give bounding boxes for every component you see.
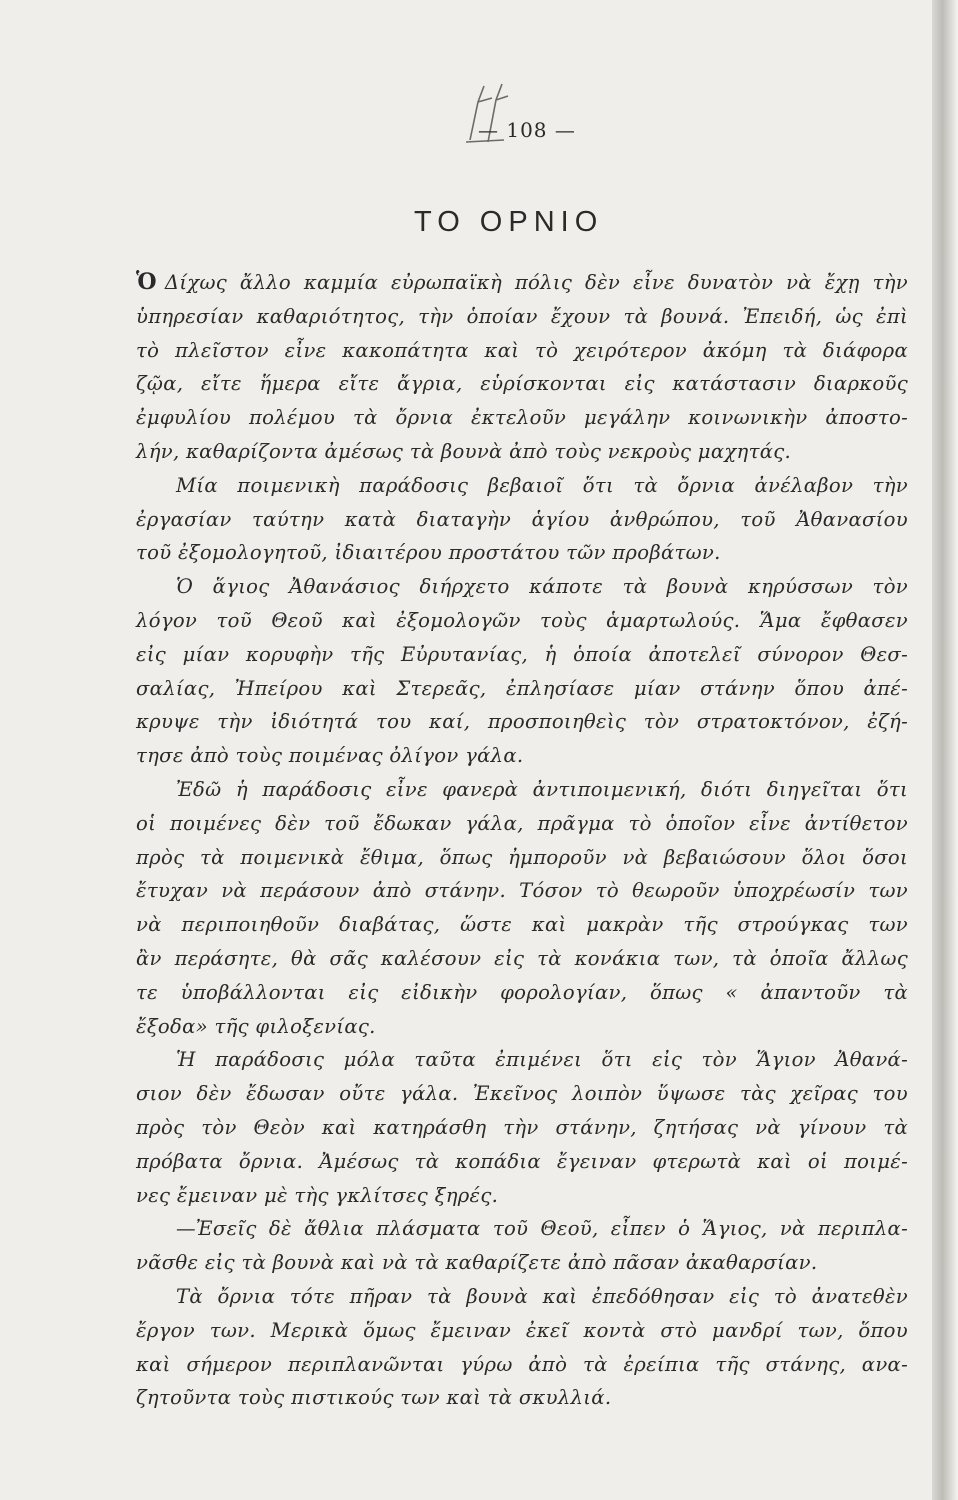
text-line: νᾶσθε εἰς τὰ βουνὰ καὶ νὰ τὰ καθαρίζετε ἀπὸ πᾶσαν ἀκαθαρσίαν.: [136, 1251, 818, 1275]
text-line: κρυψε τὴν ἰδιότητά του καί, προσποιηθεὶς τὸν στρατοκτόνον, ἐζή-: [136, 710, 908, 734]
chapter-title: ΤΟ ΟΡΝΙΟ: [414, 206, 604, 238]
text-line: ἐμφυλίου πολέμου τὰ ὄρνια ἐκτελοῦν μεγάλην κοινωνικὴν ἀποστο-: [136, 406, 908, 430]
text-line: οἱ ποιμένες δὲν τοῦ ἔδωκαν γάλα, πρᾶγμα τὸ ὁποῖον εἶνε ἀντίθετον: [136, 811, 908, 835]
text-line: πρὸς τὸν Θεὸν καὶ κατηράσθη τὴν στάνην, ζητήσας νὰ γίνουν τὰ: [136, 1115, 908, 1139]
text-line: ζητοῦντα τοὺς πιστικούς των καὶ τὰ σκυλλιά.: [136, 1386, 612, 1410]
text-line: νες ἔμειναν μὲ τὴς γκλίτσες ξηρές.: [136, 1183, 499, 1207]
drop-cap: Ὁ: [136, 269, 157, 295]
text-line: τὸ πλεῖστον εἶνε κακοπάτητα καὶ τὸ χειρότερον ἀκόμη τὰ διάφορα: [136, 338, 908, 362]
text-line: Ὁ ἅγιος Ἀθανάσιος διήρχετο κάποτε τὰ βουνὰ κηρύσσων τὸν: [176, 575, 908, 599]
text-line: Τὰ ὄρνια τότε πῆραν τὰ βουνὰ καὶ ἐπεδόθησαν εἰς τὸ ἀνατεθὲν: [176, 1284, 908, 1308]
text-line: λόγον τοῦ Θεοῦ καὶ ἐξομολογῶν τοὺς ἁμαρτωλούς. Ἅμα ἔφθασεν: [136, 608, 908, 632]
text-line: εἰς μίαν κορυφὴν τῆς Εὐρυτανίας, ἡ ὁποία ἀποτελεῖ σύνορον Θεσ-: [136, 642, 908, 666]
text-line: ἔτυχαν νὰ περάσουν ἀπὸ στάνην. Τόσον τὸ θεωροῦν ὑποχρέωσίν των: [136, 879, 908, 903]
text-line: τησε ἀπὸ τοὺς ποιμένας ὀλίγον γάλα.: [136, 744, 524, 768]
body-text: [136, 266, 908, 1415]
text-line: ἔξοδα» τῆς φιλοξενίας.: [136, 1014, 376, 1038]
text-line: καὶ σήμερον περιπλανῶνται γύρω ἀπὸ τὰ ἐρείπια τῆς στάνης, ανα-: [136, 1352, 908, 1376]
page-number: — 108 —: [478, 118, 576, 142]
text-line: Μία ποιμενικὴ παράδοσις βεβαιοῖ ὅτι τὰ ὄρνια ἀνέλαβον τὴν: [176, 473, 908, 497]
text-line: πρὸς τὰ ποιμενικὰ ἔθιμα, ὅπως ἠμποροῦν νὰ βεβαιώσουν ὅλοι ὅσοι: [136, 845, 908, 869]
text-line: λήν, καθαρίζοντα ἀμέσως τὰ βουνὰ ἀπὸ τοὺς νεκροὺς μαχητάς.: [136, 439, 792, 463]
text-line: ζῷα, εἴτε ἥμερα εἴτε ἄγρια, εὑρίσκονται εἰς κατάστασιν διαρκοῦς: [136, 372, 908, 396]
text-line: τοῦ ἐξομολογητοῦ, ἰδιαιτέρου προστάτου τῶν προβάτων.: [136, 541, 721, 565]
text-line: —Ἐσεῖς δὲ ἄθλια πλάσματα τοῦ Θεοῦ, εἶπεν ὁ Ἅγιος, νὰ περιπλα-: [176, 1217, 908, 1241]
text-line: Ἐδῶ ἡ παράδοσις εἶνε φανερὰ ἀντιποιμενική, διότι διηγεῖται ὅτι: [176, 777, 908, 801]
text-line: Ὁ Δίχως ἄλλο καμμία εὐρωπαϊκὴ πόλις δὲν εἶνε δυνατὸν νὰ ἔχῃ τὴν: [136, 269, 908, 295]
text-line: ὑπηρεσίαν καθαριότητος, τὴν ὁποίαν ἔχουν τὰ βουνά. Ἐπειδή, ὡς ἐπὶ: [136, 304, 908, 328]
text-line: πρόβατα ὄρνια. Ἀμέσως τὰ κοπάδια ἔγειναν φτερωτὰ καὶ οἱ ποιμέ-: [136, 1149, 908, 1173]
text-line: νὰ περιποιηθοῦν διαβάτας, ὥστε καὶ μακρὰν τῆς στρούγκας των: [136, 913, 908, 937]
text-line: ἂν περάσητε, θὰ σᾶς καλέσουν εἰς τὰ κονάκια των, τὰ ὁποῖα ἄλλως: [136, 946, 908, 970]
text-line: ἐργασίαν ταύτην κατὰ διαταγὴν ἁγίου ἀνθρώπου, τοῦ Ἀθανασίου: [136, 507, 908, 531]
text-line: τε ὑποβάλλονται εἰς εἰδικὴν φορολογίαν, ὅπως « ἀπαντοῦν τὰ: [136, 980, 908, 1004]
text-line: σιον δὲν ἔδωσαν οὔτε γάλα. Ἐκεῖνος λοιπὸν ὕψωσε τὰς χεῖρας του: [136, 1082, 908, 1106]
text-line: σαλίας, Ἠπείρου καὶ Στερεᾶς, ἐπλησίασε μίαν στάνην ὅπου ἀπέ-: [136, 676, 908, 700]
text-line: Ἡ παράδοσις μόλα ταῦτα ἐπιμένει ὅτι εἰς τὸν Ἅγιον Ἀθανά-: [176, 1048, 908, 1072]
text-line: ἔργον των. Μερικὰ ὅμως ἔμειναν ἐκεῖ κοντὰ στὸ μανδρί των, ὅπου: [136, 1318, 908, 1342]
page-edge-shadow: [932, 0, 958, 1500]
